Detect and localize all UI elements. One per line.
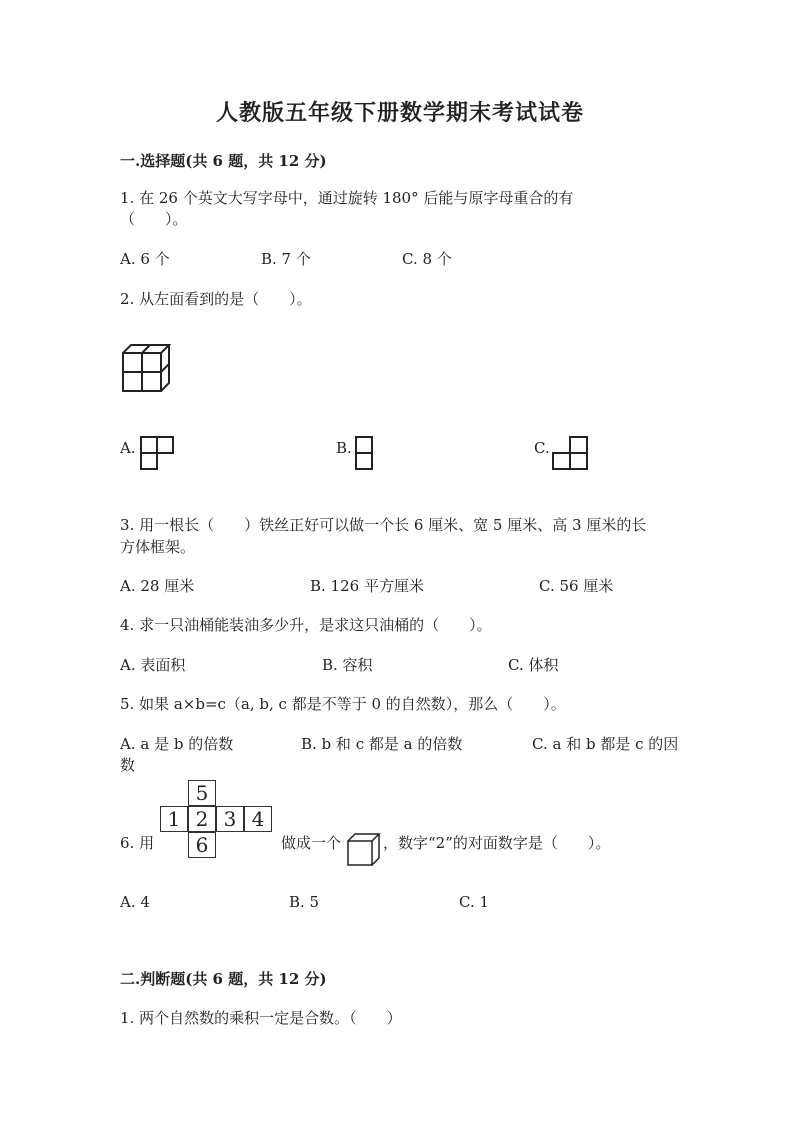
q2-option-c-label[interactable]: C. — [534, 439, 550, 457]
q6-option-b[interactable]: B. 5 — [289, 893, 320, 911]
net-cell-1: 1 — [160, 806, 188, 832]
q3-option-c[interactable]: C. 56 厘米 — [539, 577, 614, 595]
section-heading-judgment: 二.判断题(共 6 题，共 12 分) — [120, 970, 327, 988]
net-cell-top: 5 — [188, 780, 216, 806]
q1-option-c[interactable]: C. 8 个 — [402, 250, 452, 268]
page-title: 人教版五年级下册数学期末考试试卷 — [215, 100, 584, 126]
q2-option-c-figure[interactable] — [552, 436, 590, 472]
q4-option-a[interactable]: A. 表面积 — [120, 656, 186, 674]
question-2-text: 2. 从左面看到的是（ ）。 — [120, 290, 312, 308]
question-4-text: 4. 求一只油桶能装油多少升，是求这只油桶的（ ）。 — [120, 616, 492, 634]
net-cell-4: 4 — [244, 806, 272, 832]
q4-option-c[interactable]: C. 体积 — [508, 656, 559, 674]
question-6-middle: 做成一个 — [281, 834, 342, 852]
q6-option-c[interactable]: C. 1 — [459, 893, 490, 911]
question-3-text-cont: 方体框架。 — [120, 538, 196, 556]
q5-option-b[interactable]: B. b 和 c 都是 a 的倍数 — [301, 735, 463, 753]
q2-option-b-figure[interactable] — [355, 436, 375, 472]
judgment-question-1: 1. 两个自然数的乘积一定是合数。（ ） — [120, 1009, 402, 1027]
cube-net-figure — [160, 780, 276, 868]
cube-icon — [346, 832, 382, 868]
section-heading-choice: 一.选择题(共 6 题，共 12 分) — [120, 152, 327, 170]
question-6-prefix: 6. 用 — [120, 834, 155, 852]
q2-option-a-figure[interactable] — [140, 436, 176, 472]
question-6-suffix: ，数字“2”的对面数字是（ ）。 — [383, 834, 611, 852]
net-cell-3: 3 — [216, 806, 244, 832]
stacked-cubes-figure — [120, 342, 172, 394]
question-3-text: 3. 用一根长（ ）铁丝正好可以做一个长 6 厘米、宽 5 厘米、高 3 厘米的长 — [120, 516, 647, 534]
q5-option-a[interactable]: A. a 是 b 的倍数 — [120, 735, 234, 753]
question-5-text: 5. 如果 a×b=c（a, b, c 都是不等于 0 的自然数），那么（ ）。 — [120, 695, 566, 713]
q1-option-a[interactable]: A. 6 个 — [120, 250, 170, 268]
q4-option-b[interactable]: B. 容积 — [322, 656, 373, 674]
q1-option-b[interactable]: B. 7 个 — [261, 250, 311, 268]
q5-option-c[interactable]: C. a 和 b 都是 c 的因 — [532, 735, 679, 753]
q2-option-b-label[interactable]: B. — [336, 439, 352, 457]
q6-option-a[interactable]: A. 4 — [120, 893, 150, 911]
q3-option-b[interactable]: B. 126 平方厘米 — [310, 577, 424, 595]
question-1-text: 1. 在 26 个英文大写字母中，通过旋转 180° 后能与原字母重合的有 — [120, 189, 574, 207]
q3-option-a[interactable]: A. 28 厘米 — [120, 577, 195, 595]
net-cell-bottom: 6 — [188, 832, 216, 858]
q5-option-c-wrap: 数 — [120, 756, 136, 774]
question-1-blank: （ ）。 — [120, 210, 188, 228]
net-cell-2: 2 — [188, 806, 216, 832]
q2-option-a-label[interactable]: A. — [120, 439, 136, 457]
